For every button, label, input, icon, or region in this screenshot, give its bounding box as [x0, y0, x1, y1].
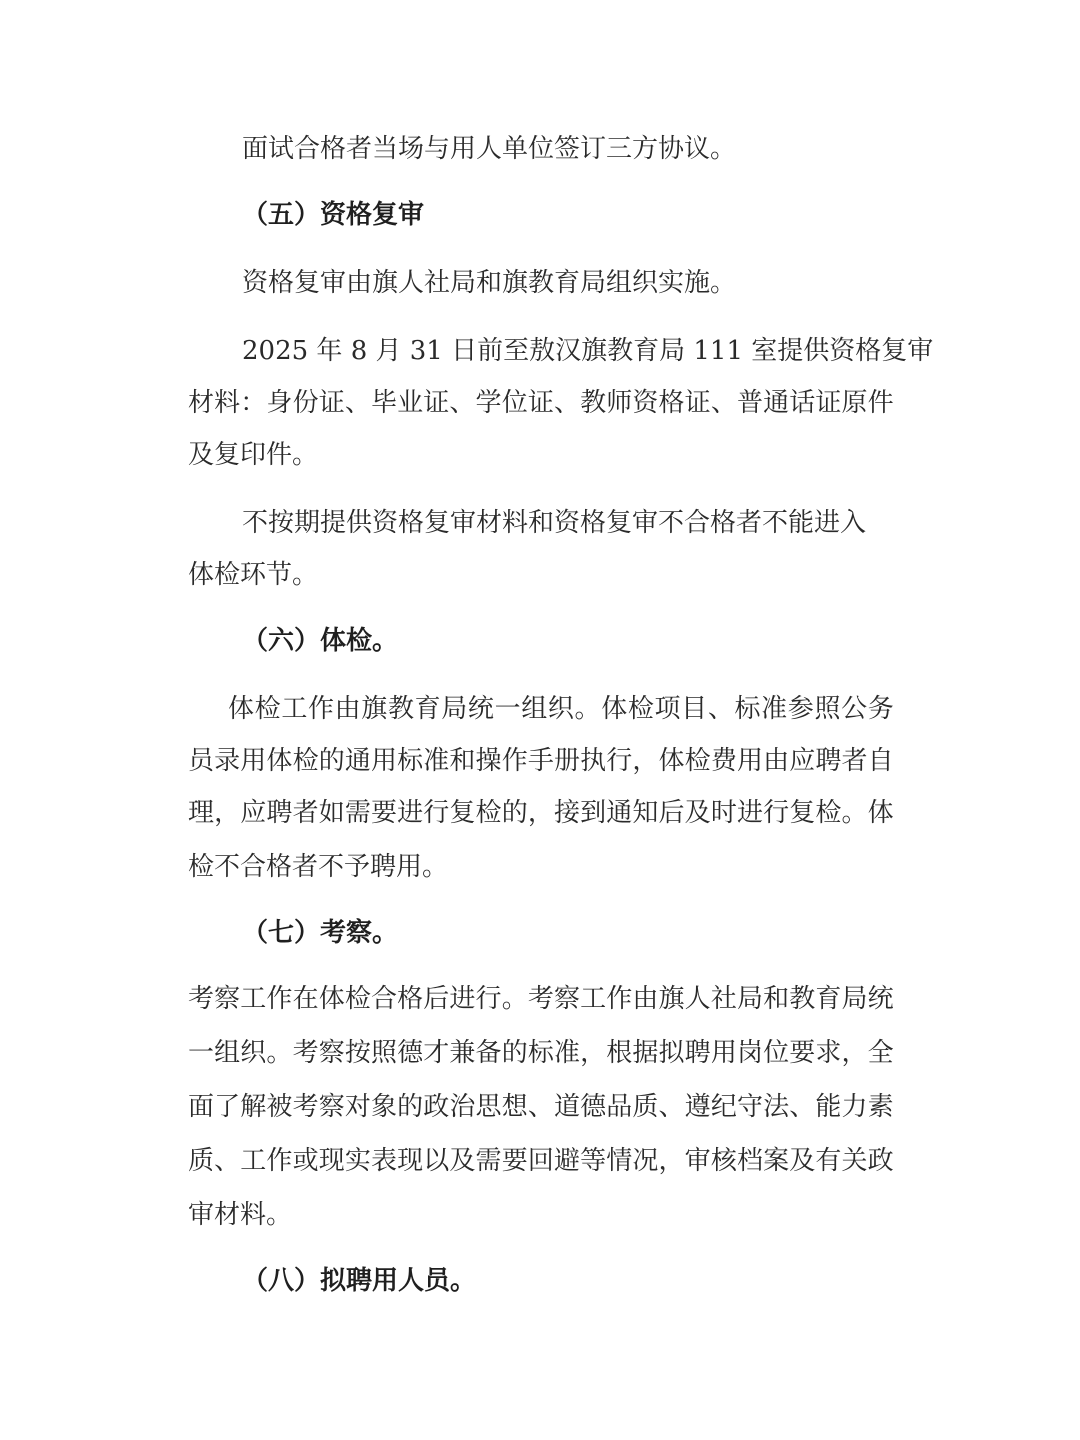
character: 教	[789, 984, 816, 1014]
character: 德	[580, 1092, 607, 1122]
character: 况	[632, 1146, 659, 1176]
character: 料	[214, 388, 241, 418]
character: 证	[527, 388, 554, 418]
character: 操	[475, 746, 502, 776]
paragraph-physical-exam-line-4: 检不合格者不予聘用。	[188, 852, 449, 882]
paragraph-review-materials-line-1: 2025 年 8 月 31 日前至敖汉旗教育局 111 室提供资格复审	[242, 336, 934, 366]
character: 法	[763, 1092, 790, 1122]
character: 、	[707, 694, 734, 724]
character: 参	[787, 694, 814, 724]
paragraph-inspection-line-2	[188, 1040, 894, 1066]
character: 工	[240, 1146, 267, 1176]
character: 份	[292, 388, 319, 418]
paragraph-inspection-line-3	[188, 1094, 894, 1120]
character: 件	[867, 388, 894, 418]
character: 进	[736, 798, 763, 828]
character: 考	[527, 984, 554, 1014]
character: 的	[501, 798, 528, 828]
character: 以	[423, 1146, 450, 1176]
character: 想	[501, 1092, 528, 1122]
character: 体	[867, 798, 894, 828]
character: 的	[501, 1038, 528, 1068]
character: 据	[632, 1038, 659, 1068]
character: 业	[397, 388, 424, 418]
character: 自	[867, 746, 894, 776]
character: 审	[684, 1146, 711, 1176]
character: 育	[414, 694, 441, 724]
paragraph-late-materials-line-1: 不按期提供资格复审材料和资格复审不合格者不能进入	[242, 508, 867, 538]
character: 如	[318, 798, 345, 828]
character: 手	[527, 746, 554, 776]
character: 标	[527, 1038, 554, 1068]
character: 备	[475, 1038, 502, 1068]
character: ，	[527, 798, 554, 828]
character: 面	[188, 1092, 215, 1122]
character: 力	[841, 1092, 868, 1122]
character: 合	[370, 984, 397, 1014]
character: 或	[292, 1146, 319, 1176]
character: 要	[789, 1038, 816, 1068]
character: 位	[501, 388, 528, 418]
character: 察	[318, 1038, 345, 1068]
character: 一	[188, 1038, 215, 1068]
character: 准	[423, 746, 450, 776]
character: 行	[423, 798, 450, 828]
character: 复	[449, 798, 476, 828]
character: 能	[815, 1092, 842, 1122]
character: 根	[606, 1038, 633, 1068]
character: 格	[397, 984, 424, 1014]
character: 由	[334, 694, 361, 724]
paragraph-inspection-line-5: 审材料。	[188, 1200, 293, 1230]
character: 通	[606, 798, 633, 828]
character: 统	[467, 694, 494, 724]
character: 检	[292, 746, 319, 776]
character: 后	[658, 798, 685, 828]
character: 岗	[736, 1038, 763, 1068]
character: 体	[658, 746, 685, 776]
section-heading-qualification-review: （五）资格复审	[242, 200, 425, 230]
character: 旗	[658, 984, 685, 1014]
character: 求	[815, 1038, 842, 1068]
character: 要	[501, 1146, 528, 1176]
character: 局	[841, 984, 868, 1014]
character: 录	[214, 746, 241, 776]
paragraph-inspection-line-4	[188, 1148, 894, 1174]
character: 政	[867, 1146, 894, 1176]
character: 标	[734, 694, 761, 724]
paragraph-physical-exam-line-2	[188, 748, 894, 774]
character: 作	[501, 746, 528, 776]
character: 话	[789, 388, 816, 418]
section-heading-inspection: （七）考察。	[242, 918, 399, 948]
character: 聘	[266, 798, 293, 828]
character: 理	[188, 798, 215, 828]
character: 进	[397, 798, 424, 828]
character: 被	[266, 1092, 293, 1122]
character: 对	[344, 1092, 371, 1122]
character: 。	[841, 798, 868, 828]
character: 时	[710, 798, 737, 828]
paragraph-interview-agreement: 面试合格者当场与用人单位签订三方协议。	[242, 134, 737, 164]
character: 工	[580, 984, 607, 1014]
character: 学	[475, 388, 502, 418]
character: 组	[521, 694, 548, 724]
character: 、	[449, 388, 476, 418]
character: 现	[318, 1146, 345, 1176]
character: 行	[606, 746, 633, 776]
character: 档	[736, 1146, 763, 1176]
character: 体	[266, 746, 293, 776]
character: 务	[867, 694, 894, 724]
character: 旗	[361, 694, 388, 724]
character: 等	[580, 1146, 607, 1176]
character: 应	[789, 746, 816, 776]
section-heading-proposed-hires: （八）拟聘用人员。	[242, 1266, 477, 1296]
character: 普	[736, 388, 763, 418]
paragraph-physical-exam-line-1	[228, 696, 894, 722]
character: 思	[475, 1092, 502, 1122]
character: 检	[475, 798, 502, 828]
character: 由	[632, 984, 659, 1014]
character: 、	[214, 1146, 241, 1176]
character: 接	[553, 798, 580, 828]
character: 工	[281, 694, 308, 724]
character: 证	[684, 388, 711, 418]
character: 品	[606, 1092, 633, 1122]
character: 应	[240, 798, 267, 828]
character: 教	[580, 388, 607, 418]
character: ，	[658, 1146, 685, 1176]
character: 需	[475, 1146, 502, 1176]
character: ，	[632, 746, 659, 776]
character: 检	[627, 694, 654, 724]
character: 资	[632, 388, 659, 418]
character: 及	[789, 1146, 816, 1176]
character: 统	[867, 984, 894, 1014]
character: 考	[188, 984, 215, 1014]
character: 人	[684, 984, 711, 1014]
character: 道	[553, 1092, 580, 1122]
paragraph-review-materials-line-3: 及复印件。	[188, 440, 319, 470]
section-heading-physical-exam: （六）体检。	[242, 626, 399, 656]
paragraph-inspection-line-1	[188, 986, 894, 1012]
character: 、	[344, 388, 371, 418]
character: 察	[214, 984, 241, 1014]
character: 按	[344, 1038, 371, 1068]
character: 证	[318, 388, 345, 418]
character: 全	[867, 1038, 894, 1068]
character: 材	[188, 388, 215, 418]
character: 格	[658, 388, 685, 418]
character: 组	[214, 1038, 241, 1068]
character: 作	[606, 984, 633, 1014]
character: 守	[736, 1092, 763, 1122]
character: 政	[423, 1092, 450, 1122]
character: 育	[815, 984, 842, 1014]
character: 一	[494, 694, 521, 724]
paragraph-physical-exam-line-3	[188, 800, 894, 826]
character: 通	[344, 746, 371, 776]
character: 进	[449, 984, 476, 1014]
character: 考	[292, 1092, 319, 1122]
character: 拟	[658, 1038, 685, 1068]
character: 核	[710, 1146, 737, 1176]
character: 用	[240, 746, 267, 776]
character: 现	[397, 1146, 424, 1176]
character: 用	[736, 746, 763, 776]
character: 检	[815, 798, 842, 828]
character: 执	[580, 746, 607, 776]
character: 毕	[370, 388, 397, 418]
character: 才	[423, 1038, 450, 1068]
character: 作	[266, 1146, 293, 1176]
character: 质	[188, 1146, 215, 1176]
character: 由	[763, 746, 790, 776]
character: 关	[841, 1146, 868, 1176]
character: 遵	[684, 1092, 711, 1122]
character: 象	[370, 1092, 397, 1122]
character: ，	[214, 798, 241, 828]
character: 册	[553, 746, 580, 776]
character: 体	[318, 984, 345, 1014]
character: 兼	[449, 1038, 476, 1068]
character: 项	[654, 694, 681, 724]
character: 解	[240, 1092, 267, 1122]
character: 位	[763, 1038, 790, 1068]
character: 准	[553, 1038, 580, 1068]
character: 织	[240, 1038, 267, 1068]
character: 考	[292, 1038, 319, 1068]
character: 织	[547, 694, 574, 724]
character: 原	[841, 388, 868, 418]
character: 到	[580, 798, 607, 828]
character: 知	[632, 798, 659, 828]
character: 需	[344, 798, 371, 828]
character: 工	[240, 984, 267, 1014]
character: 后	[423, 984, 450, 1014]
character: 身	[266, 388, 293, 418]
character: 标	[397, 746, 424, 776]
character: 案	[763, 1146, 790, 1176]
character: 及	[684, 798, 711, 828]
character: 者	[292, 798, 319, 828]
character: 。	[266, 1038, 293, 1068]
character: 要	[370, 798, 397, 828]
character: ：	[240, 388, 267, 418]
character: 通	[763, 388, 790, 418]
character: 体	[601, 694, 628, 724]
character: 行	[763, 798, 790, 828]
character: 察	[318, 1092, 345, 1122]
character: 情	[606, 1146, 633, 1176]
paragraph-review-materials-line-2	[188, 390, 894, 416]
character: 作	[266, 984, 293, 1014]
character: 员	[188, 746, 215, 776]
character: 作	[307, 694, 334, 724]
character: 体	[228, 694, 255, 724]
character: 证	[423, 388, 450, 418]
character: 的	[318, 746, 345, 776]
character: 的	[397, 1092, 424, 1122]
character: 社	[710, 984, 737, 1014]
character: 证	[815, 388, 842, 418]
character: 、	[789, 1092, 816, 1122]
character: 和	[763, 984, 790, 1014]
character: 素	[867, 1092, 894, 1122]
character: 教	[387, 694, 414, 724]
character: 在	[292, 984, 319, 1014]
character: ，	[580, 1038, 607, 1068]
character: 实	[344, 1146, 371, 1176]
character: 检	[684, 746, 711, 776]
character: 。	[501, 984, 528, 1014]
character: 及	[449, 1146, 476, 1176]
character: 师	[606, 388, 633, 418]
character: 、	[658, 1092, 685, 1122]
character: 、	[710, 388, 737, 418]
character: 质	[632, 1092, 659, 1122]
character: 照	[370, 1038, 397, 1068]
character: 避	[553, 1146, 580, 1176]
character: 。	[574, 694, 601, 724]
character: 检	[254, 694, 281, 724]
character: 复	[789, 798, 816, 828]
character: 局	[441, 694, 468, 724]
character: 局	[736, 984, 763, 1014]
paragraph-late-materials-line-2: 体检环节。	[188, 560, 319, 590]
character: 公	[841, 694, 868, 724]
character: 和	[449, 746, 476, 776]
character: 有	[815, 1146, 842, 1176]
character: 德	[397, 1038, 424, 1068]
character: 治	[449, 1092, 476, 1122]
character: 准	[761, 694, 788, 724]
character: 用	[710, 1038, 737, 1068]
character: 费	[710, 746, 737, 776]
character: 聘	[815, 746, 842, 776]
character: 察	[553, 984, 580, 1014]
character: ，	[841, 1038, 868, 1068]
character: 纪	[710, 1092, 737, 1122]
character: 表	[370, 1146, 397, 1176]
character: 了	[214, 1092, 241, 1122]
character: 、	[553, 388, 580, 418]
character: 检	[344, 984, 371, 1014]
character: 用	[370, 746, 397, 776]
character: 目	[681, 694, 708, 724]
character: 行	[475, 984, 502, 1014]
character: 照	[814, 694, 841, 724]
paragraph-review-organizer: 资格复审由旗人社局和旗教育局组织实施。	[242, 268, 737, 298]
character: 、	[527, 1092, 554, 1122]
character: 者	[841, 746, 868, 776]
character: 回	[527, 1146, 554, 1176]
character: 聘	[684, 1038, 711, 1068]
